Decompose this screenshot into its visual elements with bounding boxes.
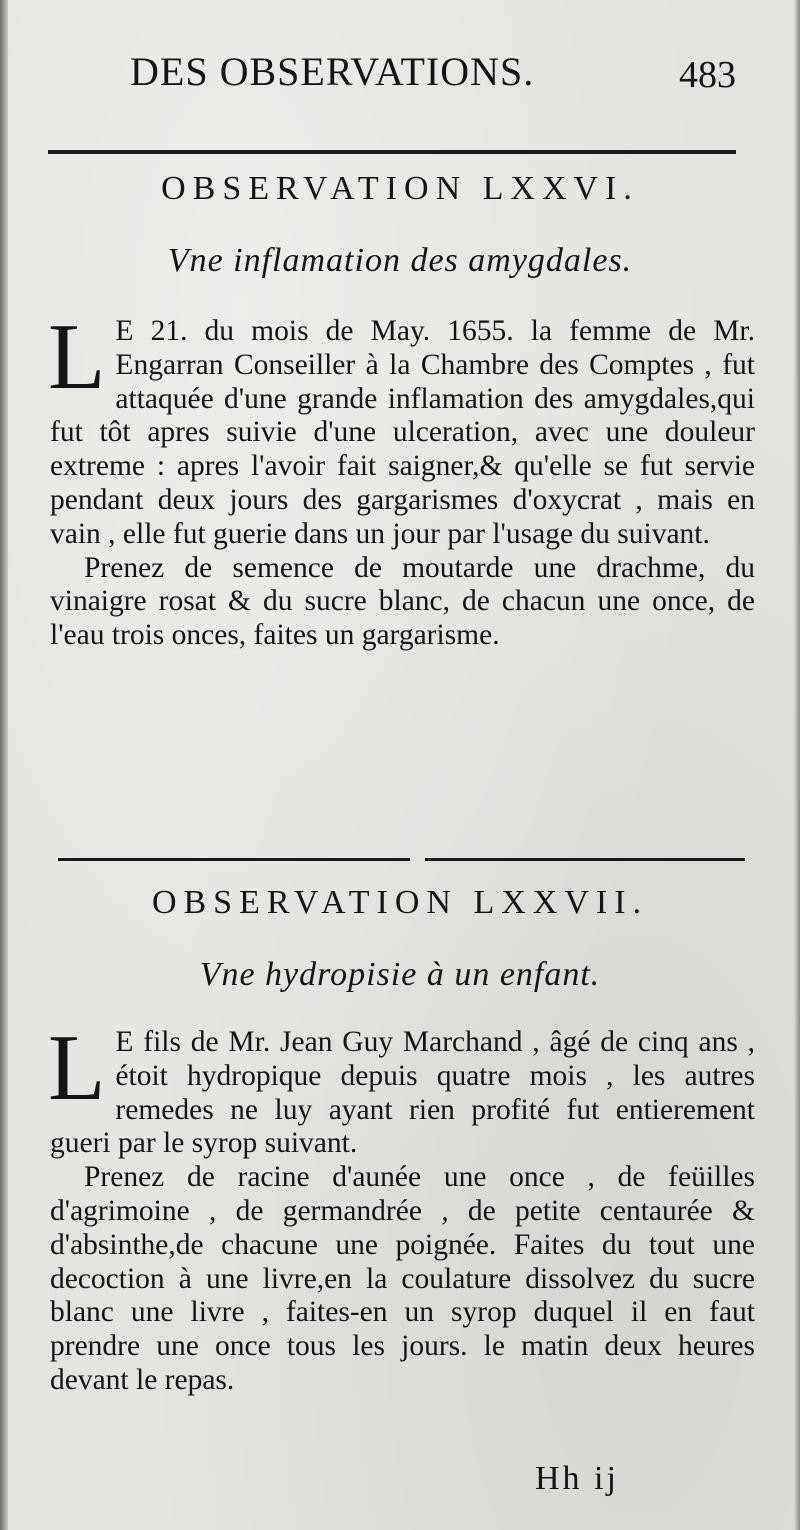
observation-77-paragraph-1 <box>48 1016 755 1161</box>
observation-77-title: OBSERVATION LXXVII. <box>151 884 649 921</box>
observation-77-paragraph-2: Prenez de racine d'aunée une once , de feüilles d'agrimoine , de germandrée , de petite centaurée & d'absinthe,de chacune une poignée. Faites du tout une decoction à une livre,en la coulature dissolvez du sucre blanc une livre , faites-en un syrop duquel il en faut prendre une once tous les jours. le matin deux heures devant le repas. <box>50 1161 755 1396</box>
header-rule <box>48 150 736 154</box>
page-edge-shadow <box>794 0 800 1530</box>
section-rule-right <box>425 858 745 861</box>
observation-77-paragraph-1-text: E fils de Mr. Jean Guy Marchand , âgé de cinq ans , étoit hydropique depuis quatre mois , les autres remedes ne luy ayant rien profité fut entierement gueri par le syrop suivant. <box>50 1026 755 1160</box>
observation-76-paragraph-1 <box>48 305 755 552</box>
observation-77-body <box>48 1016 755 1398</box>
observation-76-paragraph-1-text: E 21. du mois de May. 1655. la femme de Mr. Engarran Conseiller à la Chambre des Comptes , fut attaquée d'une grande inflamation des amygdales,qui fut tôt apres suivie d'une ulceration, avec une douleur extreme : apres l'avoir fait saigner,& qu'elle se fut servie pendant deux jours des gargarismes d'oxycrat , mais en vain , elle fut guerie dans un jour par l'usage du suivant. <box>50 315 755 550</box>
observation-76-title: OBSERVATION LXXVI. <box>161 170 639 207</box>
observation-77-subtitle: Vne hydropisie à un enfant. <box>199 956 601 993</box>
drop-cap: L <box>48 1016 106 1120</box>
section-rule-left <box>58 858 410 861</box>
observation-76-body <box>48 305 755 653</box>
observation-76-paragraph-2: Prenez de semence de moutarde une drachme, du vinaigre rosat & du sucre blanc, de chacun une once, de l'eau trois onces, faites un gargarisme. <box>50 551 755 652</box>
running-head: DES OBSERVATIONS. <box>130 49 535 94</box>
page-gutter-shadow <box>0 0 8 1530</box>
drop-cap: L <box>48 305 106 409</box>
observation-76-subtitle: Vne inflamation des amygdales. <box>167 242 633 279</box>
page-number: 483 <box>679 54 736 96</box>
signature-mark: Hh ij <box>535 1460 619 1497</box>
